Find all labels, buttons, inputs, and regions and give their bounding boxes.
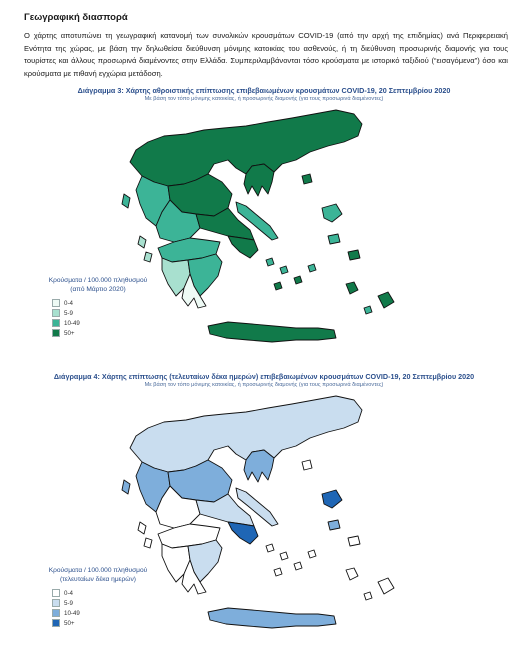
figure3-legend (28, 276, 168, 338)
legend-title: Κρούσματα / 100.000 πληθυσμού (48, 567, 148, 574)
map-region (266, 258, 274, 266)
map-region (378, 578, 394, 594)
map-region (302, 460, 312, 470)
map-region (322, 490, 342, 508)
legend-swatch (52, 609, 60, 617)
legend-swatch (52, 319, 60, 327)
legend-item (52, 598, 168, 608)
figure4-legend (28, 566, 168, 628)
map-region (348, 250, 360, 260)
legend-label: 50+ (64, 619, 75, 627)
map-region (274, 282, 282, 290)
legend-item (52, 328, 168, 338)
map-region (294, 276, 302, 284)
map-region (302, 174, 312, 184)
map-region (308, 264, 316, 272)
legend-item (52, 608, 168, 618)
figure3-title: Διάγραμμα 3: Χάρτης αθροιστικής επίπτωσης επιβεβαιωμένων κρουσμάτων COVID-19, 20 Σεπτεμβρίου 2020 (77, 86, 451, 95)
map-region (144, 538, 152, 548)
legend-subtitle: (τελευταίων δέκα ημερών) (60, 576, 136, 583)
map-region (328, 520, 340, 530)
map-region (122, 480, 130, 494)
map-region (322, 204, 342, 222)
map-region (346, 568, 358, 580)
intro-paragraph: Ο χάρτης αποτυπώνει τη γεωγραφική κατανομή των συνολικών κρουσμάτων COVID-19 (από την αρχή της επιδημίας) ανά Περιφερειακή Ενότητα της χώρας, με βάση την δηλωθείσα διεύθυνση μόνιμης κατοικίας του ασθενούς, ή τη διεύθυνση προσωρινής διαμονής για τους τουρίστες και άλλους προσωρινά διαμένοντες στην Ελλάδα. Συμπεριλαμβάνονται τόσο κρούσματα με ιστορικό ταξιδιού (“εισαγόμενα”) όσο και κρούσματα με πιθανή εγχώρια μετάδοση. (24, 31, 508, 78)
legend-swatch (52, 299, 60, 307)
map-region (364, 306, 372, 314)
legend-label: 50+ (64, 329, 75, 337)
map-region (280, 552, 288, 560)
figure4-subtitle: Με βάση τον τόπο μόνιμης κατοικίας, ή προσωρινής διαμονής (για τους προσωρινά διαμένοντες) (144, 382, 384, 388)
map-region (208, 608, 336, 628)
legend-label: 5-9 (64, 599, 73, 607)
legend-swatch (52, 599, 60, 607)
legend-item (52, 318, 168, 328)
legend-label: 10-49 (64, 609, 80, 617)
legend-subtitle: (από Μάρτιο 2020) (70, 286, 126, 293)
legend-item (52, 618, 168, 628)
map-region (378, 292, 394, 308)
legend-label: 10-49 (64, 319, 80, 327)
map-region (266, 544, 274, 552)
legend-swatch (52, 619, 60, 627)
legend-item (52, 298, 168, 308)
legend-item (52, 308, 168, 318)
figure3-subtitle: Με βάση τον τόπο μόνιμης κατοικίας, ή προσωρινής διαμονής (για τους προσωρινά διαμένοντες) (144, 96, 384, 102)
map-region (364, 592, 372, 600)
map-region (294, 562, 302, 570)
map-region (208, 322, 336, 342)
map-region (138, 236, 146, 248)
map-region (122, 194, 130, 208)
legend-swatch (52, 329, 60, 337)
map-region (346, 282, 358, 294)
legend-swatch (52, 309, 60, 317)
legend-label: 0-4 (64, 589, 73, 597)
section-title: Γεωγραφική διασπορά (24, 12, 128, 23)
legend-swatch (52, 589, 60, 597)
map-region (280, 266, 288, 274)
map-region (348, 536, 360, 546)
map-region (144, 252, 152, 262)
map-region (328, 234, 340, 244)
legend-label: 0-4 (64, 299, 73, 307)
figure4-title: Διάγραμμα 4: Χάρτης επίπτωσης (τελευταίων δέκα ημερών) επιβεβαιωμένων κρουσμάτων COVID-19, 20 Σεπτεμβρίου 2020 (53, 372, 475, 381)
legend-label: 5-9 (64, 309, 73, 317)
legend-item (52, 588, 168, 598)
map-region (274, 568, 282, 576)
map-region (138, 522, 146, 534)
map-region (308, 550, 316, 558)
legend-title: Κρούσματα / 100.000 πληθυσμού (48, 277, 148, 284)
